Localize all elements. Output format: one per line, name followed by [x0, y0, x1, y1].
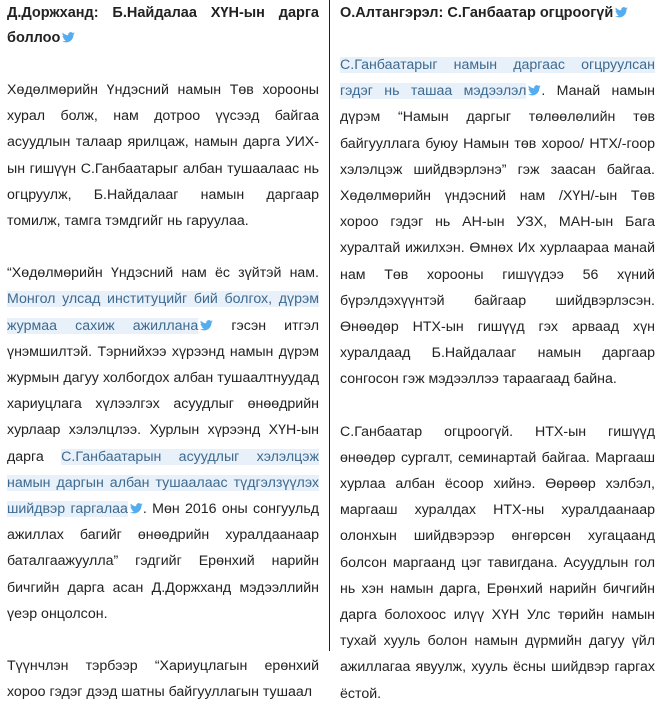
- right-title-text: О.Алтангэрэл: С.Ганбаатар огцроогүй: [340, 5, 614, 21]
- right-title: [340, 1, 655, 26]
- twitter-bird-icon[interactable]: [528, 85, 541, 96]
- left-paragraph-2: [7, 260, 319, 627]
- left-p2-highlight-2[interactable]: С.Ганбаатарын асуудлыг хэлэлцэж намын даргын албан тушаалаас түдгэлзүүлэх шийдвэр гаргалаа: [7, 448, 319, 518]
- right-column: [331, 0, 660, 702]
- right-paragraph-2: С.Ганбаатар огцроогүй. НТХ-ын гишүүд өнөөдөр сургалт, семинартай байгаа. Маргааш хурлаа албан ёсоор хийнэ. Өөрөөр хэлбэл, маргааш хуралдах НТХ-ны хуралдаанаар олонхын шийдвэрээр өнгөрсөн хугацаанд болсон маргаанд цэг тавигдана. Асуудлын гол нь хэн намын дарга, Ерөнхий нарийн бичгийн дарга болохоос илүү ХҮН Улс төрийн намын тухай хууль болон намын дүрмийн дагуу үйл ажиллагаа явуулж, хууль ёсны шийдвэр гаргах ёстой.: [340, 423, 655, 702]
- left-paragraph-1: Хөдөлмөрийн Үндэсний намын Төв хорооны хурал болж, нам дотроо үүсээд байгаа асуудлын талаар ярилцаж, намын дарга УИХ-ын гишүүн С.Ганбаатарыг албан тушаалаас нь огцруулж, Б.Найдалааг намын даргаар томилж, тамга тэмдгийг нь гаруулаа.: [7, 82, 319, 230]
- twitter-bird-icon[interactable]: [130, 503, 143, 514]
- left-p2-text-b: гэсэн итгэл үнэмшилтэй. Тэрнийхээ хүрээнд намын дүрэм журмын дагуу холбогдох албан тушаалтнуудад хариуцлага хүлээлгэх асуудлыг өнөөдрийн хурлаар хэлэлцлээ. Хурлын хүрээнд ХҮН-ын дарга: [7, 317, 319, 465]
- left-p2-text-a: “Хөдөлмөрийн Үндэсний нам ёс зүйтэй нам.: [7, 265, 319, 282]
- twitter-bird-icon[interactable]: [62, 32, 75, 43]
- twitter-bird-icon[interactable]: [200, 320, 213, 331]
- left-paragraph-3: Түүнчлэн тэрбээр “Хариуцлагын ерөнхий хороо гэдэг дээд шатны байгууллагын тушаал: [7, 658, 319, 701]
- left-p2-text-c: . Мөн 2016 оны сонгуульд ажиллах багийг өнөөдрийн хуралдаанаар баталгаажуулла” гэдгийг Ерөнхий нарийн бичгийн дарга асан Д.Доржханд мэдээллийн үеэр онцолсон.: [7, 501, 319, 622]
- left-title-text: Д.Доржханд: Б.Найдалаа ХҮН-ын дарга боллоо: [7, 5, 319, 46]
- right-paragraph-1: [340, 52, 655, 393]
- column-divider: [329, 0, 330, 651]
- right-p1-highlight[interactable]: С.Ганбаатарыг намын даргаас огцруулсан гэдэг нь ташаа мэдээлэл: [340, 57, 655, 100]
- left-title: [7, 1, 319, 51]
- left-p2-highlight-1[interactable]: Монгол улсад институцийг бий болгох, дүрэм журмаа сахиж ажиллана: [7, 291, 319, 334]
- right-p1-text: . Манай намын дүрэм “Намын даргыг төлөөлөлийн төв байгууллага буюу Намын төв хороо/ НТХ/-гоор хэлэлцэж шийдвэрлэнэ” гэж заасан байгаа. Хөдөлмөрийн үндэсний нам /ХҮН/-ын Төв хороо гэдэг нь АН-ын УЗХ, МАН-ын Бага хуралтай ижилхэн. Өмнөх Их хурлаараа манай нам Төв хорооны гишүүдээ 56 хүний бүрэлдэхүүнтэй байгаар шийдвэрлэсэн. Өнөөдөр НТХ-ын гишүүд гэх арваад хүн хуралдаад Б.Найдалааг намын даргаар сонгосон гэж мэдээллээ тараагаад байна.: [340, 83, 656, 388]
- left-column: [0, 0, 322, 701]
- twitter-bird-icon[interactable]: [615, 7, 628, 18]
